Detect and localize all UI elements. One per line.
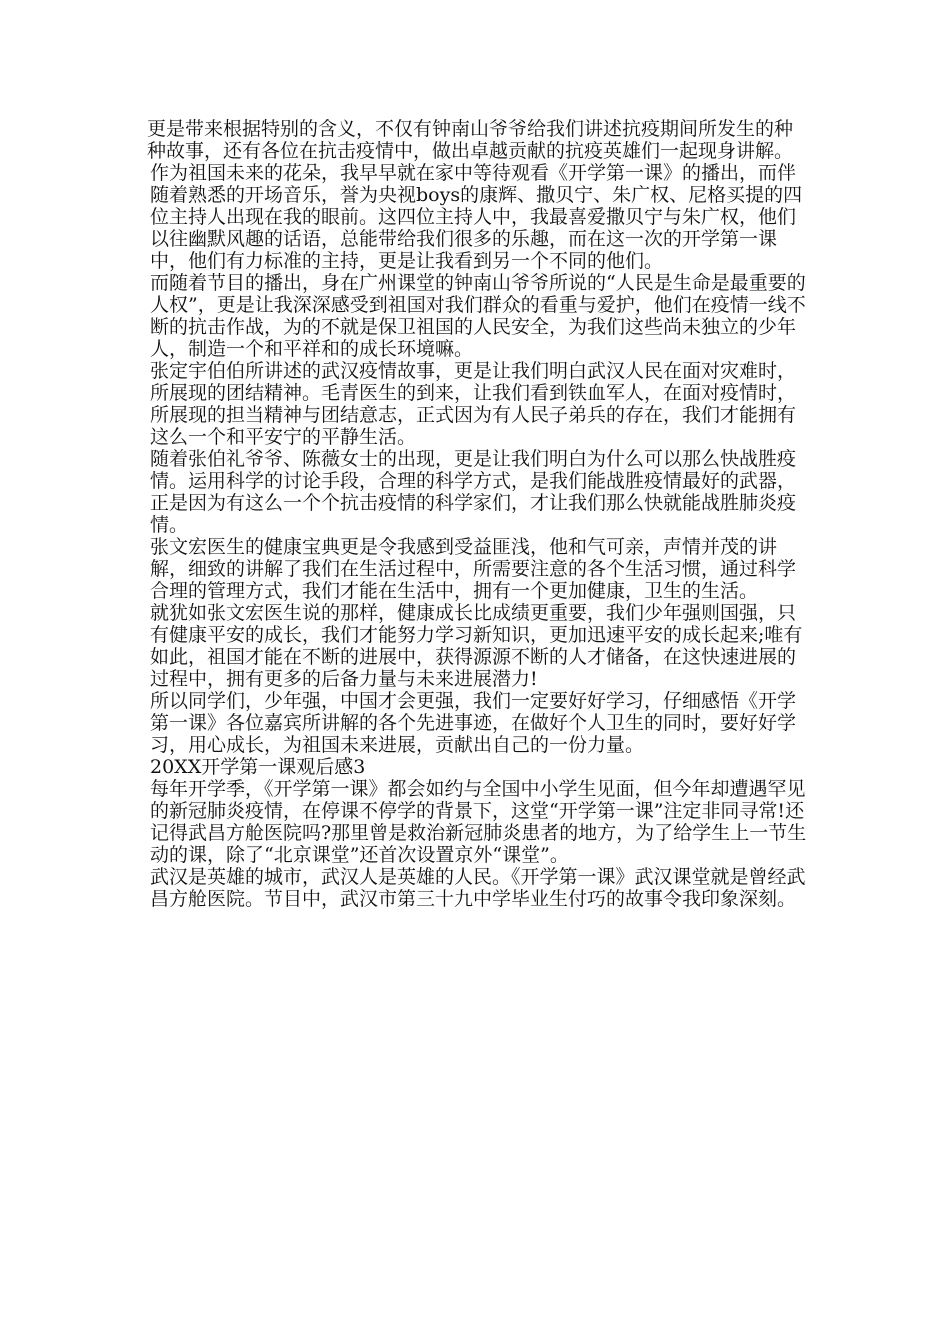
paragraph-5: 随着张伯礼爷爷、陈薇女士的出现，更是让我们明白为什么可以那么快战胜疫情。运用科学的讨论手段，合理的科学方式，是我们能战胜疫情最好的武器，正是因为有这么一个个抗击疫情的科学家们，才让我们那么快就能战胜肺炎疫情。 bbox=[150, 448, 797, 536]
paragraph-1: 更是带来根据特别的含义，不仅有钟南山爷爷给我们讲述抗疫期间所发生的种种故事，还有各位在抗击疫情中，做出卓越贡献的抗疫英雄们一起现身讲解。 bbox=[147, 118, 794, 162]
section-paragraph-1: 每年开学季，《开学第一课》都会如约与全国中小学生见面，但今年却遭遇罕见的新冠肺炎疫情，在停课不停学的背景下，这堂“开学第一课”注定非同寻常!还记得武昌方舱医院吗?那里曾是救治新冠肺炎患者的地方，为了给学生上一节生动的课，除了“北京课堂”还首次设置京外“课堂”。 bbox=[150, 778, 807, 866]
paragraph-7: 就犹如张文宏医生说的那样，健康成长比成绩更重要，我们少年强则国强，只有健康平安的成长，我们才能努力学习新知识，更加迅速平安的成长起来;唯有如此，祖国才能在不断的进展中，获得源源不断的人才储备，在这快速进展的过程中，拥有更多的后备力量与未来进展潜力! bbox=[150, 602, 803, 690]
section-paragraph-2: 武汉是英雄的城市，武汉人是英雄的人民。《开学第一课》武汉课堂就是曾经武昌方舱医院。节目中，武汉市第三十九中学毕业生付巧的故事令我印象深刻。 bbox=[150, 866, 806, 910]
paragraph-3: 而随着节目的播出，身在广州课堂的钟南山爷爷所说的“人民是生命是最重要的人权”，更是让我深深感受到祖国对我们群众的看重与爱护，他们在疫情一线不断的抗击作战，为的不就是保卫祖国的人民安全，为我们这些尚未独立的少年人，制造一个和平祥和的成长环境嘛。 bbox=[150, 272, 806, 360]
paragraph-6: 张文宏医生的健康宝典更是令我感到受益匪浅，他和气可亲，声情并茂的讲解，细致的讲解了我们在生活过程中，所需要注意的各个生活习惯，通过科学合理的管理方式，我们才能在生活中，拥有一个更加健康，卫生的生活。 bbox=[150, 536, 797, 602]
paragraph-2: 作为祖国未来的花朵，我早早就在家中等待观看《开学第一课》的播出，而伴随着熟悉的开场音乐，誉为央视boys的康辉、撒贝宁、朱广权、尼格买提的四位主持人出现在我的眼前。这四位主持人中，我最喜爱撒贝宁与朱广权，他们以往幽默风趣的话语，总能带给我们很多的乐趣，而在这一次的开学第一课中，他们有力标准的主持，更是让我看到另一个不同的他们。 bbox=[150, 162, 803, 272]
document-body bbox=[147, 118, 807, 910]
paragraph-4: 张定宇伯伯所讲述的武汉疫情故事，更是让我们明白武汉人民在面对灾难时，所展现的团结精神。毛青医生的到来，让我们看到铁血军人，在面对疫情时，所展现的担当精神与团结意志，正式因为有人民子弟兵的存在，我们才能拥有这么一个和平安宁的平静生活。 bbox=[150, 360, 797, 448]
paragraph-8: 所以同学们，少年强，中国才会更强，我们一定要好好学习，仔细感悟《开学第一课》各位嘉宾所讲解的各个先进事迹，在做好个人卫生的同时，要好好学习，用心成长，为祖国未来进展，贡献出自己的一份力量。 bbox=[150, 690, 797, 756]
section-heading: 20XX开学第一课观后感3 bbox=[150, 756, 366, 778]
